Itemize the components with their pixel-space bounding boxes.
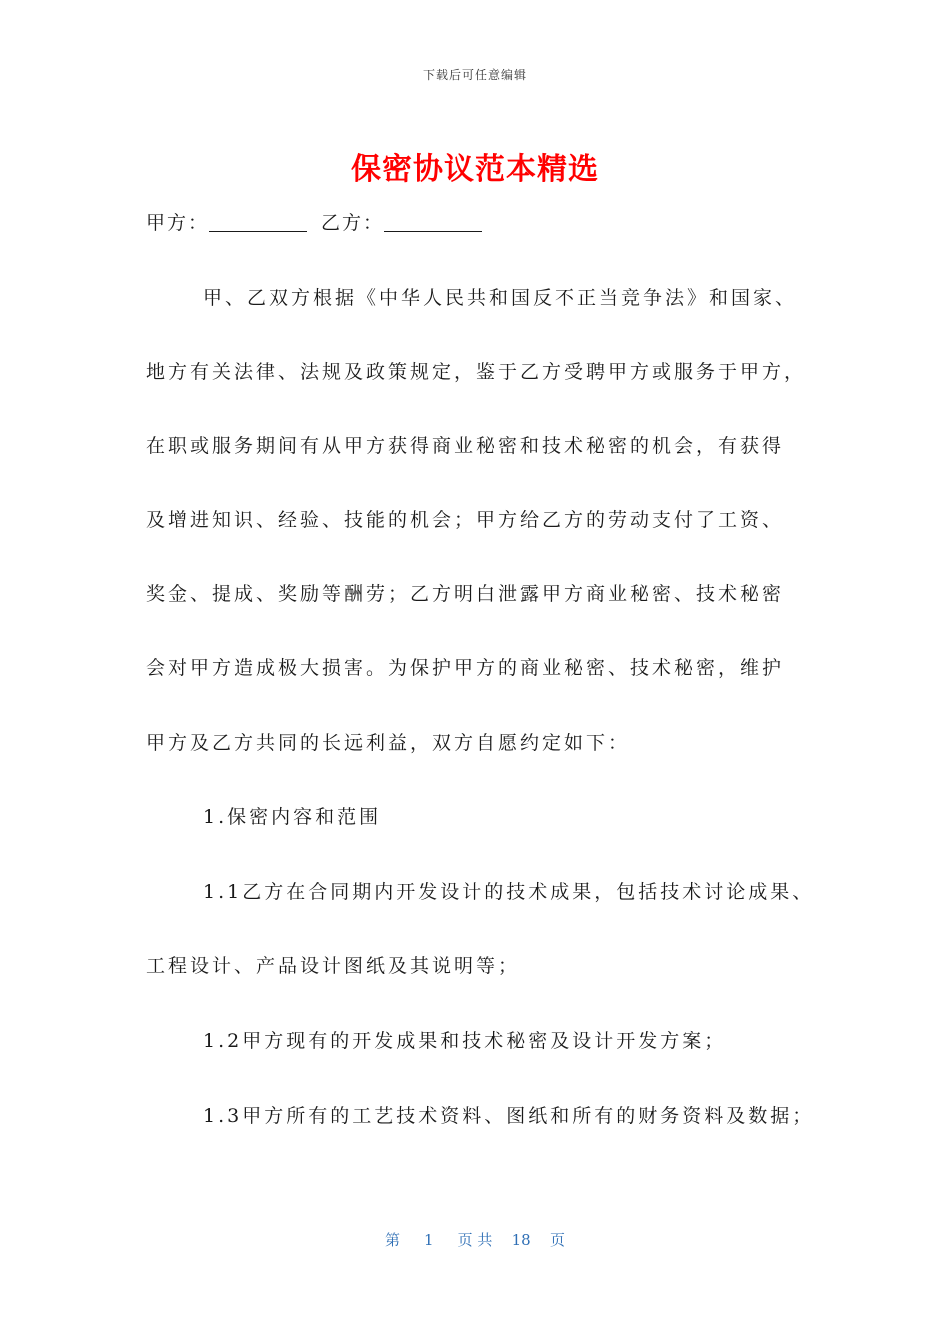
body-line: 会对甲方造成极大损害。为保护甲方的商业秘密、技术秘密，维护	[146, 657, 785, 679]
footer-suffix: 页	[549, 1231, 565, 1249]
page-footer	[0, 1229, 950, 1250]
clause-line: 1.3甲方所有的工艺技术资料、图纸和所有的财务资料及数据；	[203, 1105, 815, 1127]
header-note: 下载后可任意编辑	[422, 68, 527, 82]
party-a-blank	[209, 213, 307, 232]
clause-line: 1.1乙方在合同期内开发设计的技术成果，包括技术讨论成果、	[203, 881, 815, 903]
document-title: 保密协议范本精选	[351, 152, 599, 187]
clause-line: 1.2甲方现有的开发成果和技术秘密及设计开发方案；	[203, 1030, 727, 1052]
party-a-label: 甲方：	[146, 212, 210, 234]
footer-page-number: 1	[424, 1231, 434, 1249]
party-b-label: 乙方：	[321, 212, 385, 234]
footer-page-total: 18	[511, 1231, 531, 1249]
footer-middle: 页 共	[457, 1231, 493, 1249]
footer-prefix: 第	[385, 1231, 401, 1249]
party-b-blank	[384, 213, 482, 232]
body-line: 地方有关法律、法规及政策规定，鉴于乙方受聘甲方或服务于甲方，	[146, 361, 807, 383]
body-line: 奖金、提成、奖励等酬劳；乙方明白泄露甲方商业秘密、技术秘密	[146, 583, 785, 605]
parties-line	[146, 208, 496, 235]
body-line: 及增进知识、经验、技能的机会；甲方给乙方的劳动支付了工资、	[146, 509, 785, 531]
body-line: 甲、乙双方根据《中华人民共和国反不正当竞争法》和国家、	[203, 287, 798, 309]
clause-line: 工程设计、产品设计图纸及其说明等；	[146, 955, 521, 977]
body-line: 甲方及乙方共同的长远利益，双方自愿约定如下：	[146, 732, 631, 754]
section-heading: 1.保密内容和范围	[203, 806, 382, 828]
body-line: 在职或服务期间有从甲方获得商业秘密和技术秘密的机会，有获得	[146, 435, 785, 457]
